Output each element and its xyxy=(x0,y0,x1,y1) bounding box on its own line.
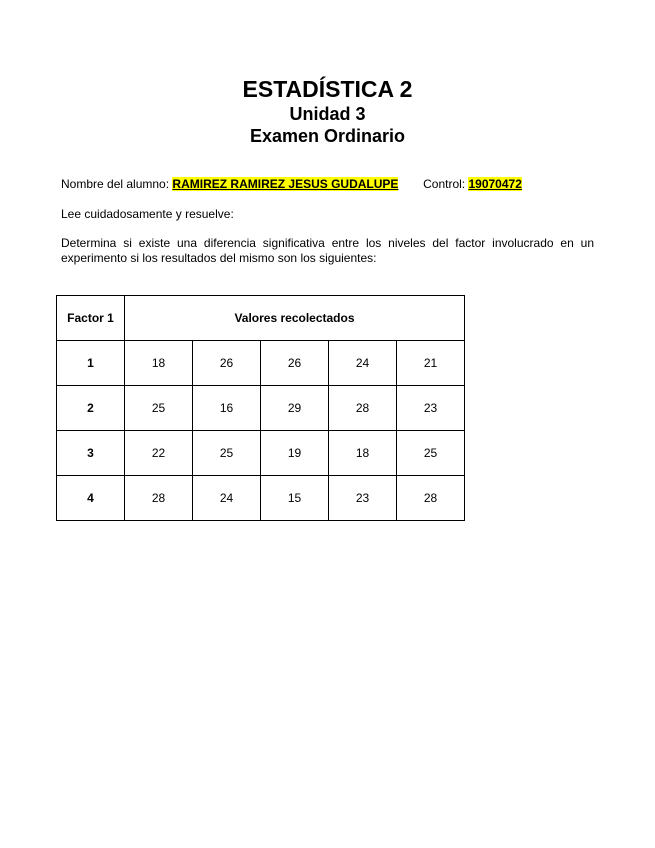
value-cell: 22 xyxy=(125,431,193,476)
value-cell: 18 xyxy=(329,431,397,476)
value-cell: 16 xyxy=(193,386,261,431)
page-title: ESTADÍSTICA 2 xyxy=(242,76,413,102)
table-row xyxy=(57,476,465,521)
table-row xyxy=(57,341,465,386)
value-cell: 24 xyxy=(193,476,261,521)
problem-statement: Determina si existe una diferencia significativa entre los niveles del factor involucrado en un experimento si los resultados del mismo son los siguientes: xyxy=(61,236,594,265)
value-cell: 25 xyxy=(193,431,261,476)
factor-cell: 3 xyxy=(57,431,125,476)
value-cell: 26 xyxy=(261,341,329,386)
value-cell: 28 xyxy=(329,386,397,431)
unit-title: Unidad 3 xyxy=(289,104,366,124)
table-row xyxy=(57,386,465,431)
control-value: 19070472 xyxy=(468,177,522,191)
table-header-row xyxy=(57,296,465,341)
value-cell: 28 xyxy=(125,476,193,521)
value-cell: 19 xyxy=(261,431,329,476)
exam-title: Examen Ordinario xyxy=(249,126,406,146)
value-cell: 18 xyxy=(125,341,193,386)
value-cell: 26 xyxy=(193,341,261,386)
value-cell: 24 xyxy=(329,341,397,386)
factor-header-cell: Factor 1 xyxy=(57,296,125,341)
value-cell: 29 xyxy=(261,386,329,431)
data-table xyxy=(56,295,465,521)
student-name-value: RAMIREZ RAMIREZ JESUS GUDALUPE xyxy=(172,177,399,191)
instruction-text: Lee cuidadosamente y resuelve: xyxy=(61,207,234,221)
values-header-cell: Valores recolectados xyxy=(125,296,465,341)
value-cell: 25 xyxy=(125,386,193,431)
value-cell: 15 xyxy=(261,476,329,521)
table-row xyxy=(57,431,465,476)
factor-cell: 2 xyxy=(57,386,125,431)
control-label: Control: xyxy=(423,177,466,191)
value-cell: 23 xyxy=(397,386,465,431)
title-block xyxy=(0,76,655,147)
value-cell: 25 xyxy=(397,431,465,476)
value-cell: 28 xyxy=(397,476,465,521)
value-cell: 23 xyxy=(329,476,397,521)
factor-cell: 4 xyxy=(57,476,125,521)
student-info-line xyxy=(61,177,522,192)
value-cell: 21 xyxy=(397,341,465,386)
factor-cell: 1 xyxy=(57,341,125,386)
student-name-label: Nombre del alumno: xyxy=(61,177,170,191)
